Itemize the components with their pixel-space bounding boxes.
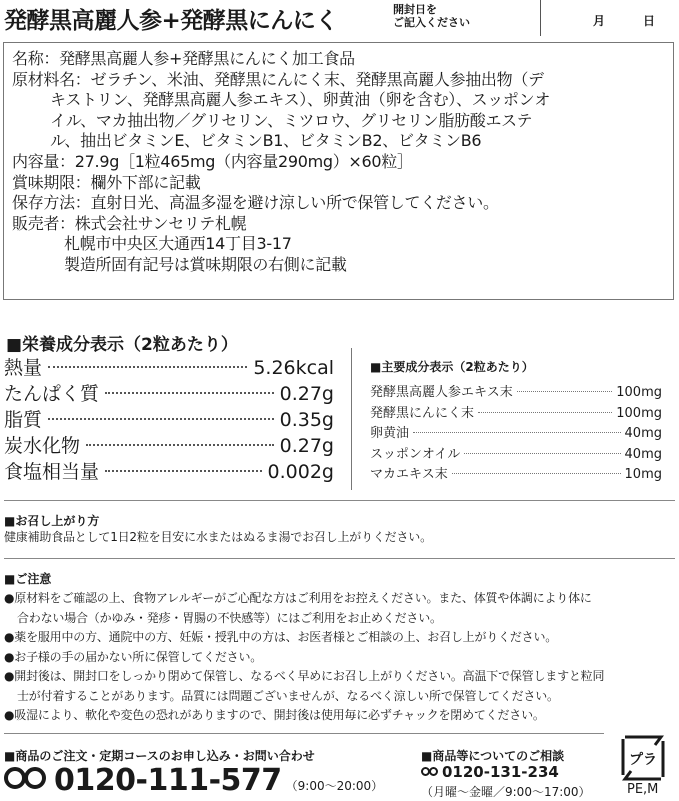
component-value: 40mg	[624, 426, 662, 441]
component-value: 100mg	[616, 405, 662, 421]
order-phone-block	[4, 763, 383, 798]
expiry-date: 賞味期限：欄外下部に記載	[12, 172, 201, 192]
dot-leader	[86, 444, 274, 446]
horizontal-rule	[4, 733, 604, 734]
product-info-box	[3, 42, 674, 300]
consult-phone-block	[421, 763, 559, 781]
ingredients-line-3: イル、マカ抽出物／グリセリン、ミツロウ、グリセリン脂肪酸エステ	[50, 110, 533, 130]
product-title: 発酵黒高麗人参+発酵黒にんにく	[4, 8, 338, 34]
nutrition-label: 脂質	[4, 409, 43, 431]
caution-item: ●開封後は、開封口をしっかり閉めて保管し、なるべく早めにお召し上がりください。高温下で保管しますと粒同	[4, 669, 605, 683]
component-value: 100mg	[616, 385, 662, 400]
dot-leader	[48, 418, 274, 420]
dot-leader	[452, 473, 621, 474]
seller: 販売者：株式会社サンセリテ札幌	[12, 213, 247, 233]
component-row	[370, 402, 662, 423]
caution-item: ●お子様の手の届かない所に保管してください。	[4, 649, 263, 664]
caution-item: ●薬を服用中の方、通院中の方、妊娠・授乳中の方は、お医者様とご相談の上、お召し上がりください。	[4, 630, 558, 644]
horizontal-rule	[4, 558, 675, 559]
component-label: 発酵黒にんにく末	[370, 405, 475, 421]
main-components-table	[370, 381, 662, 484]
recycle-mark-label: プラ	[629, 752, 657, 768]
nutrition-row	[4, 457, 334, 483]
dot-leader	[413, 432, 621, 433]
open-date-note-line2: ご記入ください	[393, 16, 470, 29]
component-label: スッポンオイル	[370, 446, 461, 462]
recycle-material: PE,M	[627, 782, 659, 797]
factory-code-note: 製造所固有記号は賞味期限の右側に記載	[64, 254, 347, 274]
main-components-title: ■主要成分表示（2粒あたり）	[370, 360, 534, 374]
dot-leader	[478, 412, 612, 413]
dot-leader	[105, 470, 262, 472]
consult-phone-number: 0120-131-234	[442, 763, 559, 781]
nutrition-row	[4, 353, 334, 379]
component-label: 卵黄油	[370, 426, 410, 441]
component-row	[370, 381, 662, 402]
open-date-note	[393, 3, 470, 29]
dot-leader	[105, 392, 274, 394]
nutrition-label: 食塩相当量	[4, 461, 100, 483]
nutrition-value: 0.35g	[279, 409, 334, 431]
order-contact-title: ■商品のご注文・定期コースのお申し込み・お問い合わせ	[4, 749, 315, 763]
component-label: マカエキス末	[370, 467, 448, 482]
seller-address: 札幌市中央区大通西14丁目3-17	[64, 234, 292, 254]
ingredients-line-4: ル、抽出ビタミンE、ビタミンB1、ビタミンB2、ビタミンB6	[50, 131, 482, 151]
open-date-note-line1: 開封日を	[393, 3, 437, 16]
ingredients-line-1: 原材料名：ゼラチン、米油、発酵黒にんにく末、発酵黒高麗人参抽出物（デ	[12, 69, 544, 89]
open-date-divider	[540, 0, 541, 36]
consult-contact-title: ■商品等についてのご相談	[421, 749, 565, 763]
nutrition-row	[4, 379, 334, 405]
product-name: 名称：発酵黒高麗人参+発酵黒にんにく加工食品	[12, 49, 355, 68]
free-dial-icon	[421, 767, 439, 777]
storage-method: 保存方法：直射日光、高温多湿を避け涼しい所で保管してください。	[12, 193, 499, 213]
dot-leader	[48, 366, 247, 368]
nutrition-label: 熱量	[4, 357, 43, 379]
component-row	[370, 443, 662, 464]
nutrition-value: 5.26kcal	[253, 357, 334, 379]
nutrition-value: 0.27g	[279, 435, 334, 457]
order-phone-number: 0120-111-577	[54, 763, 282, 798]
dot-leader	[517, 391, 613, 392]
component-row	[370, 422, 662, 443]
nutrition-table	[4, 353, 334, 483]
nutrition-value: 0.27g	[279, 383, 334, 405]
free-dial-icon	[4, 764, 48, 790]
nutrition-label: 炭水化物	[4, 435, 81, 457]
usage-title: ■お召し上がり方	[4, 514, 100, 528]
ingredients-line-2: キストリン、発酵黒高麗人参エキス）、卵黄油（卵を含む）、スッポンオ	[50, 90, 551, 110]
component-row	[370, 463, 662, 484]
content-amount: 内容量：27.9g［1粒465mg（内容量290mg）×60粒］	[12, 151, 413, 171]
month-label: 月	[593, 14, 606, 28]
day-label: 日	[643, 14, 656, 28]
order-phone-hours: （9:00〜20:00）	[285, 779, 384, 793]
usage-text: 健康補助食品として1日2粒を目安に水またはぬるま湯でお召し上がりください。	[4, 530, 432, 544]
consult-phone-hours: （月曜〜金曜／9:00〜17:00）	[421, 785, 591, 799]
plastic-recycle-icon	[617, 731, 669, 785]
component-value: 40mg	[624, 446, 662, 462]
caution-item-continued: 合わない場合（かゆみ・発疹・胃腸の不快感等）にはご利用をお止めください。	[17, 610, 442, 625]
nutrition-label: たんぱく質	[4, 383, 100, 405]
nutrition-value: 0.002g	[267, 461, 334, 483]
section-divider	[351, 348, 352, 490]
dot-leader	[464, 453, 620, 454]
nutrition-row	[4, 431, 334, 457]
horizontal-rule	[4, 500, 675, 501]
cautions-title: ■ご注意	[4, 572, 52, 586]
caution-item: ●吸湿により、軟化や変色の恐れがありますので、開封後は使用毎に必ずチャックを閉めてください。	[4, 708, 545, 722]
cautions-list	[4, 589, 676, 726]
caution-item-continued: 士が付着することがあります。品質には問題ございませんが、なるべく涼しい所で保管してください。	[17, 688, 559, 703]
nutrition-title: ■栄養成分表示（2粒あたり）	[6, 335, 238, 355]
caution-item: ●原材料をご確認の上、食物アレルギーがご心配な方はご利用をお控えください。また、体質や体調により体に	[4, 591, 592, 605]
nutrition-row	[4, 405, 334, 431]
component-label: 発酵黒高麗人参エキス末	[370, 385, 513, 400]
component-value: 10mg	[624, 467, 662, 482]
